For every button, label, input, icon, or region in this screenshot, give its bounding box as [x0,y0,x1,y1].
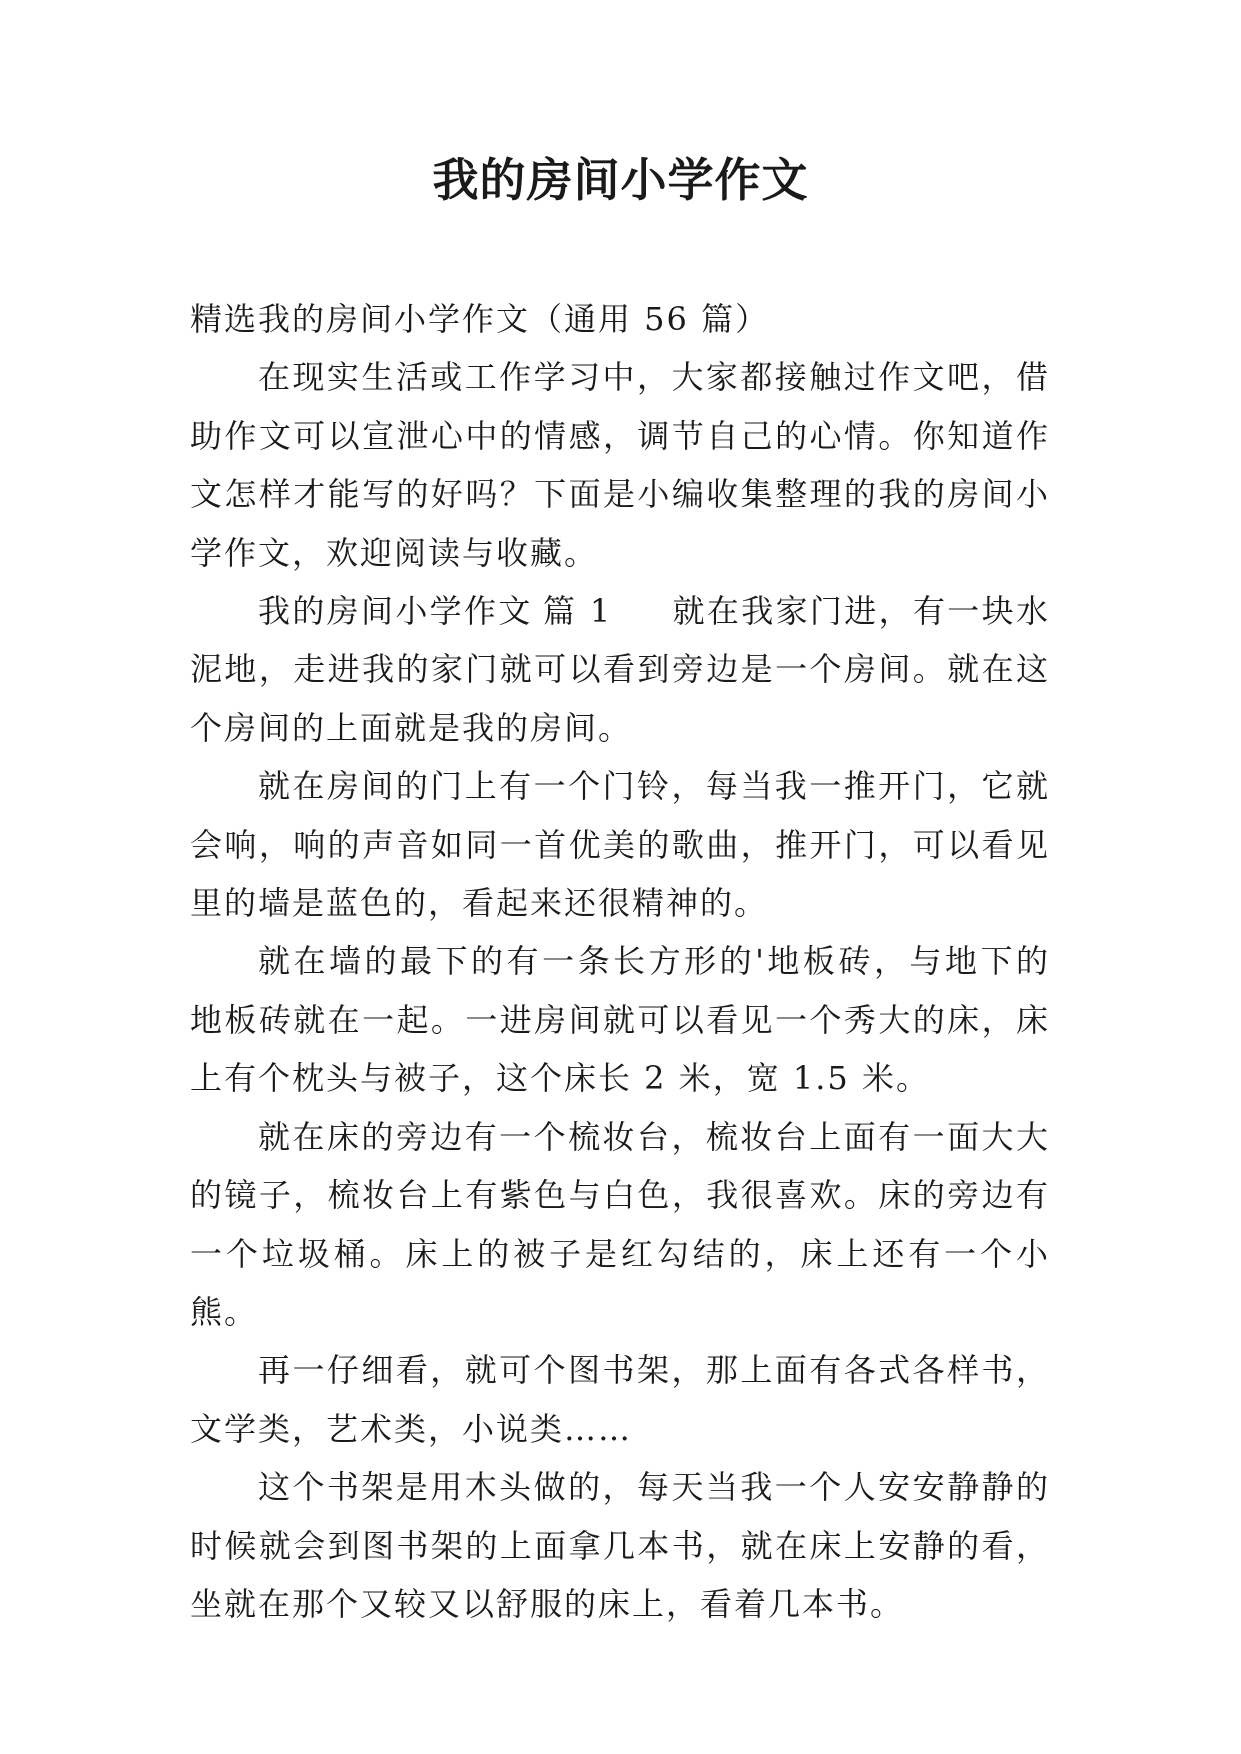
document-body [190,290,1050,1633]
intro-paragraph: 在现实生活或工作学习中，大家都接触过作文吧，借助作文可以宣泄心中的情感，调节自己的心情。你知道作文怎样才能写的好吗？下面是小编收集整理的我的房间小学作文，欢迎阅读与收藏。 [190,358,1050,572]
essay-1-opening-text: 就在我家门进，有一块水泥地，走进我的家门就可以看到旁边是一个房间。就在这个房间的上面就是我的房间。 [190,592,1050,747]
essay-1-first-paragraph [190,582,1050,757]
document-subtitle: 精选我的房间小学作文（通用 56 篇） [190,300,770,338]
essay-paragraph: 就在房间的门上有一个门铃，每当我一推开门，它就会响，响的声音如同一首优美的歌曲，推开门，可以看见里的墙是蓝色的，看起来还很精神的。 [190,767,1050,923]
essay-number: 篇 1 [542,592,613,631]
document-title: 我的房间小学作文 [432,153,809,207]
essay-paragraph: 就在墙的最下的有一条长方形的'地板砖，与地下的地板砖就在一起。一进房间就可以看见一个秀大的床，床上有个枕头与被子，这个床长 2 米，宽 1.5 米。 [190,942,1050,1098]
essay-paragraph: 这个书架是用木头做的，每天当我一个人安安静静的时候就会到图书架的上面拿几本书，就在床上安静的看，坐就在那个又较又以舒服的床上，看着几本书。 [190,1468,1050,1623]
essay-paragraph: 再一仔细看，就可个图书架，那上面有各式各样书，文学类，艺术类，小说类…… [190,1351,1050,1448]
essay-paragraph: 就在床的旁边有一个梳妆台，梳妆台上面有一面大大的镜子，梳妆台上有紫色与白色，我很喜欢。床的旁边有一个垃圾桶。床上的被子是红勾结的，床上还有一个小熊。 [190,1117,1050,1331]
essay-heading: 我的房间小学作文 [258,592,533,631]
